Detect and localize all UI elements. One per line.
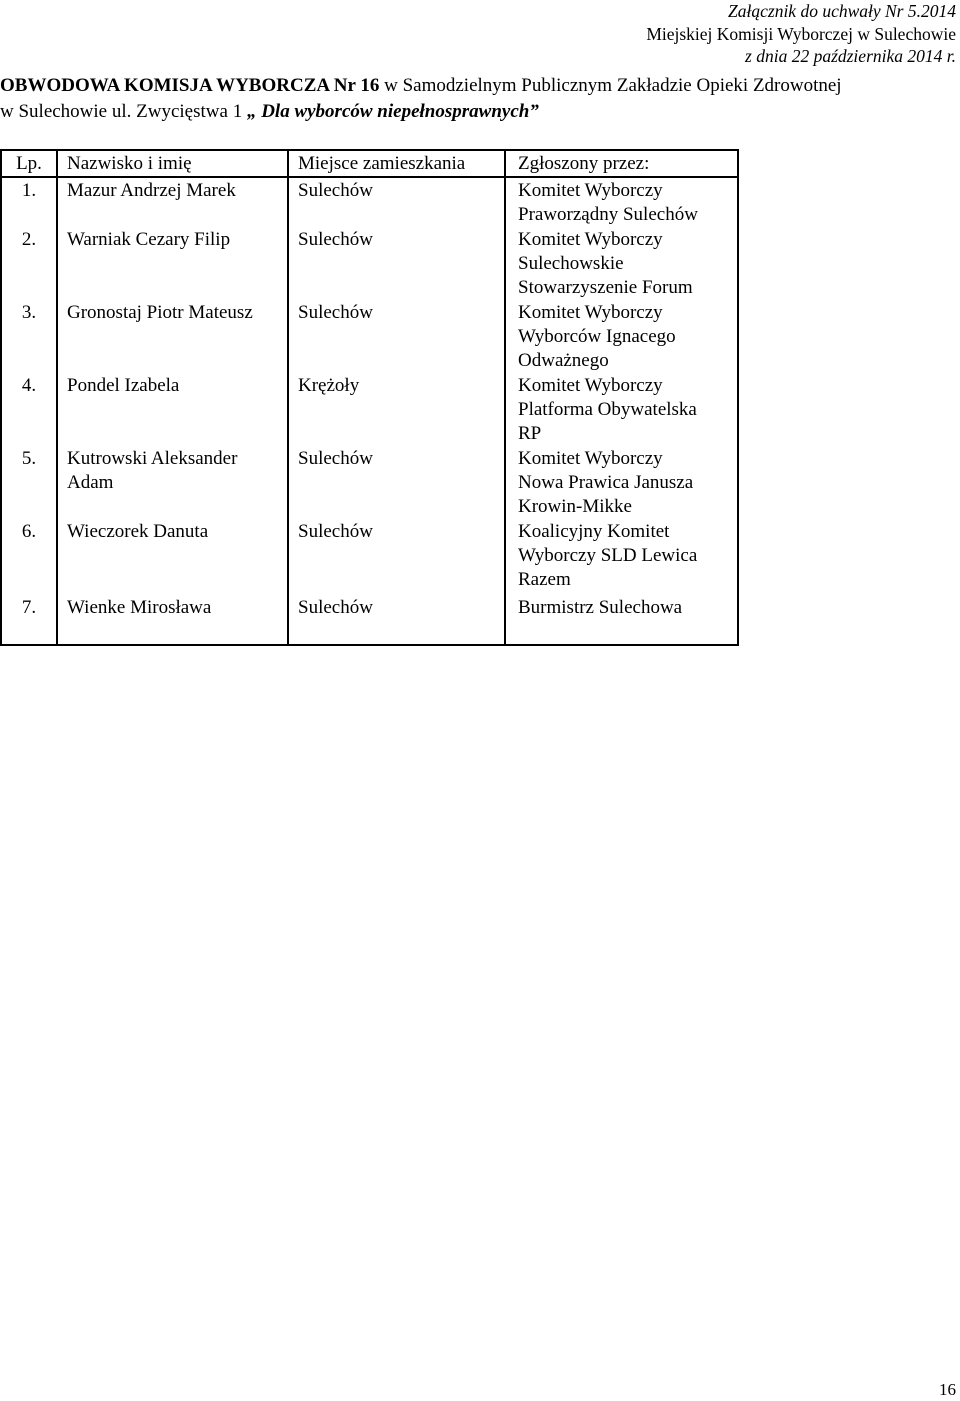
submitted-by-line: Platforma Obywatelska [518, 399, 697, 420]
cell-place: Sulechów [288, 446, 505, 519]
submitted-by-line: Sulechowskie [518, 253, 624, 274]
cell-place: Krężoły [288, 373, 505, 446]
header-submitted-by: Zgłoszony przez: [505, 150, 738, 177]
name-line: Adam [67, 472, 114, 493]
table-row [1, 373, 738, 446]
cell-name [57, 177, 288, 227]
submitted-by-line: Komitet Wyborczy [518, 180, 663, 201]
commission-designation: „ Dla wyborców niepełnosprawnych” [246, 101, 539, 122]
cell-submitted-by [505, 177, 738, 227]
cell-lp: 1. [1, 177, 57, 227]
submitted-by-line: Komitet Wyborczy [518, 375, 663, 396]
table-row [1, 446, 738, 519]
submitted-by-line: Odważnego [518, 350, 609, 371]
commission-location: w Samodzielnym Publicznym Zakładzie Opieki Zdrowotnej [379, 75, 842, 96]
name-line: Mazur Andrzej Marek [67, 180, 236, 201]
submitted-by-line: Krowin-Mikke [518, 496, 632, 517]
cell-name [57, 373, 288, 446]
annex-reference [646, 0, 956, 68]
members-table [0, 149, 739, 646]
cell-lp: 2. [1, 227, 57, 300]
cell-submitted-by [505, 300, 738, 373]
cell-name [57, 446, 288, 519]
commission-title: OBWODOWA KOMISJA WYBORCZA Nr 16 [0, 75, 380, 96]
cell-place: Sulechów [288, 300, 505, 373]
name-line: Gronostaj Piotr Mateusz [67, 302, 253, 323]
annex-line-resolution: Załącznik do uchwały Nr 5.2014 [728, 1, 956, 21]
annex-line-commission: Miejskiej Komisji Wyborczej w Sulechowie [646, 23, 956, 44]
table-row [1, 177, 738, 227]
cell-place: Sulechów [288, 592, 505, 645]
cell-name [57, 519, 288, 592]
submitted-by-line: Stowarzyszenie Forum [518, 277, 693, 298]
cell-submitted-by [505, 373, 738, 446]
submitted-by-line: Nowa Prawica Janusza [518, 472, 694, 493]
cell-lp: 5. [1, 446, 57, 519]
commission-heading [0, 73, 952, 125]
cell-lp: 3. [1, 300, 57, 373]
submitted-by-line: Razem [518, 569, 571, 590]
submitted-by-line: Praworządny Sulechów [518, 204, 698, 225]
table-row [1, 300, 738, 373]
submitted-by-line: Komitet Wyborczy [518, 229, 663, 250]
cell-lp: 7. [1, 592, 57, 645]
table-row [1, 519, 738, 592]
cell-lp: 6. [1, 519, 57, 592]
cell-name [57, 300, 288, 373]
annex-line-date: z dnia 22 października 2014 r. [745, 46, 956, 66]
cell-lp: 4. [1, 373, 57, 446]
header-lp: Lp. [1, 150, 57, 177]
cell-place: Sulechów [288, 519, 505, 592]
submitted-by-line: Wyborczy SLD Lewica [518, 545, 698, 566]
cell-place: Sulechów [288, 227, 505, 300]
submitted-by-line: Komitet Wyborczy [518, 448, 663, 469]
name-line: Pondel Izabela [67, 375, 180, 396]
submitted-by-line: Burmistrz Sulechowa [518, 597, 683, 618]
name-line: Wienke Mirosława [67, 597, 212, 618]
commission-address: w Sulechowie ul. Zwycięstwa 1 [0, 101, 247, 122]
name-line: Warniak Cezary Filip [67, 229, 231, 250]
name-line: Kutrowski Aleksander [67, 448, 238, 469]
cell-name [57, 227, 288, 300]
header-name: Nazwisko i imię [57, 150, 288, 177]
table-row [1, 592, 738, 645]
table-row [1, 227, 738, 300]
cell-submitted-by [505, 519, 738, 592]
submitted-by-line: RP [518, 423, 542, 444]
cell-submitted-by [505, 592, 738, 645]
name-line: Wieczorek Danuta [67, 521, 209, 542]
submitted-by-line: Koalicyjny Komitet [518, 521, 670, 542]
page-number: 16 [939, 1380, 956, 1399]
table-header-row [1, 150, 738, 177]
cell-submitted-by [505, 227, 738, 300]
header-place: Miejsce zamieszkania [288, 150, 505, 177]
cell-place: Sulechów [288, 177, 505, 227]
cell-name [57, 592, 288, 645]
submitted-by-line: Komitet Wyborczy [518, 302, 663, 323]
submitted-by-line: Wyborców Ignacego [518, 326, 676, 347]
cell-submitted-by [505, 446, 738, 519]
